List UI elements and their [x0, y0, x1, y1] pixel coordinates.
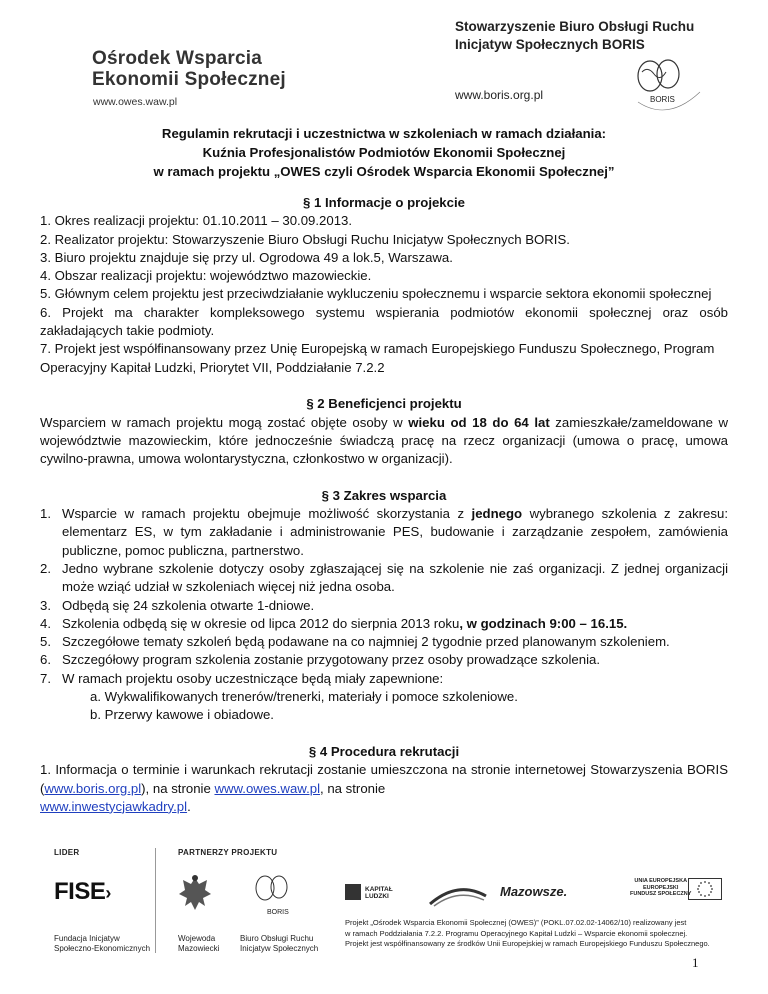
fise-name-line2: Społeczno-Ekonomicznych — [54, 944, 151, 953]
s3-item-4 — [40, 615, 728, 633]
eu-logo — [630, 878, 691, 898]
s3-item-6-text: Szczegółowy program szkolenia zostanie przygotowany przez osoby prowadzące szkolenia. — [62, 652, 601, 668]
s1-item: 3. Biuro projektu znajduje się przy ul. Ogrodowa 49 a lok.5, Warszawa. — [40, 249, 453, 265]
kapital-ludzki-text: KAPITAŁ LUDZKI — [365, 886, 393, 900]
list-number: 4. — [40, 615, 51, 631]
boris-name — [240, 934, 318, 954]
page-number: 1 — [692, 955, 699, 970]
footer-divider — [155, 848, 156, 953]
s3-item-2-text: Jedno wybrane szkolenie dotyczy osoby zgłaszającej się na szkolenie nie zaś organizacji. Z jednej organizacji może wziąć udział w szkoleniach więcej niż jedna osoba. — [62, 560, 728, 595]
boris-logo-text: BORIS — [650, 95, 675, 104]
section-2 — [40, 395, 728, 468]
fise-logo — [54, 878, 111, 906]
s1-item: 7. Projekt jest współfinansowany przez Unię Europejską w ramach Europejskiego Funduszu Społecznego, Program Operacyjny Kapitał Ludzki, Priorytet VII, Poddziałanie 7.2.2 — [40, 341, 715, 375]
s3-subitem-a: a. Wykwalifikowanych trenerów/trenerki, materiały i pomoce szkoleniowe. — [90, 689, 518, 705]
fise-name — [54, 934, 150, 954]
s3-item-1 — [40, 505, 728, 560]
link-boris[interactable]: www.boris.org.pl — [44, 780, 142, 796]
document-title — [40, 124, 728, 181]
list-number: 5. — [40, 634, 51, 650]
section-1-heading: § 1 Informacje o projekcie — [303, 195, 465, 210]
eu-line3: FUNDUSZ SPOŁECZNY — [630, 891, 692, 897]
s3-item-1-bold: jednego — [471, 506, 523, 522]
s4-text-end: . — [187, 798, 191, 814]
section-4-heading: § 4 Procedura rekrutacji — [308, 743, 460, 759]
eu-text — [630, 878, 691, 898]
s1-item: 2. Realizator projektu: Stowarzyszenie Biuro Obsługi Ruchu Inicjatyw Społecznych BORIS. — [40, 231, 570, 247]
s2-paragraph — [40, 414, 728, 469]
boris-logo-icon — [620, 52, 710, 122]
s1-item: 1. Okres realizacji projektu: 01.10.2011 – 30.09.2013. — [40, 213, 353, 229]
fise-logo-text: FISE — [54, 878, 106, 905]
boris-name-line2: Inicjatyw Społecznych — [240, 944, 319, 953]
eu-flag-icon — [688, 878, 722, 900]
list-number: 1. — [40, 506, 51, 522]
s3-item-4-pre: Szkolenia odbędą się w okresie od lipca 2012 do sierpnia 2013 roku — [62, 615, 460, 631]
mazowsze-logo: Mazowsze. — [500, 884, 568, 899]
eu-line2: EUROPEJSKI — [642, 884, 679, 891]
wojewoda-line2: Mazowiecki — [178, 944, 220, 953]
s3-item-6 — [40, 651, 728, 669]
partners-label: PARTNERZY PROJEKTU — [178, 848, 278, 857]
s3-item-7 — [40, 670, 728, 688]
title-line2: Kuźnia Profesjonalistów Podmiotów Ekonomii Społecznej — [202, 145, 566, 160]
s2-text-bold: wieku od 18 do 64 lat — [408, 414, 550, 430]
s3-item-5-text: Szczegółowe tematy szkoleń będą podawane na co najmniej 2 tygodnie przed planowanym szkoleniem. — [62, 634, 670, 650]
fise-name-line1: Fundacja Inicjatyw — [54, 934, 120, 943]
footer — [40, 842, 728, 962]
list-number: 6. — [40, 652, 51, 668]
boris-url: www.boris.org.pl — [455, 88, 544, 102]
header-org-line1: Stowarzyszenie Biuro Obsługi Ruchu — [455, 19, 695, 34]
footer-project-note — [345, 918, 728, 950]
s3-item-2 — [40, 560, 728, 597]
section-3-heading: § 3 Zakres wsparcia — [321, 487, 447, 503]
list-number: 2. — [40, 560, 51, 576]
s3-item-3 — [40, 597, 728, 615]
kapital-ludzki-emblem-icon — [345, 884, 361, 900]
wojewoda-line1: Wojewoda — [178, 934, 216, 943]
lider-label: LIDER — [54, 848, 80, 857]
boris-footer-logo-icon — [245, 870, 305, 922]
owes-url: www.owes.waw.pl — [93, 96, 178, 108]
s3-item-4-bold: , w godzinach 9:00 – 16.15. — [459, 615, 628, 631]
s4-paragraph — [40, 761, 728, 816]
s2-text-post: zamieszkałe/zameldowane w województwie mazowieckim, które jednocześnie świadczą pracę na rzecz organizacji (umowa o pracę, umowa cywilno-prawna, umowa wolontarystyczna, członkostwo w organizacji). — [40, 414, 728, 467]
section-1 — [40, 194, 728, 377]
s3-item-1-post: wybranego szkolenia z zakresu: elementarz ES, w tym zakładanie i administrowanie PES, budowanie i zarządzanie zespołem, zamówienia publiczne, pomoc publiczna, partnerstwo. — [62, 506, 728, 558]
note-line2: w ramach Poddziałania 7.2.2. Programu Operacyjnego Kapitał Ludzki – Wsparcie ekonomii społecznej. — [345, 928, 688, 938]
eagle-emblem-icon — [178, 874, 212, 914]
s1-item: 4. Obszar realizacji projektu: województwo mazowieckie. — [40, 268, 372, 284]
owes-logo-line1: Ośrodek Wsparcia — [92, 48, 263, 69]
section-4 — [40, 743, 728, 816]
s1-item: 6. Projekt ma charakter kompleksowego systemu wspierania podmiotów ekonomii społecznej oraz osób zakładających takie podmioty. — [40, 304, 728, 339]
regional-office-logo-icon — [428, 882, 488, 910]
title-line3: w ramach projektu „OWES czyli Ośrodek Wsparcia Ekonomii Społecznej” — [153, 164, 615, 179]
boris-name-line1: Biuro Obsługi Ruchu — [240, 934, 314, 943]
note-line3: Projekt jest współfinansowany ze środków Unii Europejskiej w ramach Europejskiego Funduszu Społecznego. — [345, 939, 710, 948]
boris-footer-logo-text: BORIS — [267, 909, 289, 916]
s3-item-3-text: Odbędą się 24 szkolenia otwarte 1-dniowe. — [62, 597, 315, 613]
wojewoda-name — [178, 934, 219, 954]
s3-item-1-pre: Wsparcie w ramach projektu obejmuje możliwość skorzystania z — [62, 506, 472, 522]
list-number: 3. — [40, 597, 51, 613]
kapital-ludzki-logo — [345, 882, 415, 906]
s2-text-pre: Wsparciem w ramach projektu mogą zostać objęte osoby w — [40, 414, 409, 430]
note-line1: Projekt „Ośrodek Wsparcia Ekonomii Społecznej (OWES)” (POKL.07.02.02-14062/10) realizowany jest — [345, 918, 687, 927]
title-line1: Regulamin rekrutacji i uczestnictwa w szkoleniach w ramach działania: — [161, 126, 607, 141]
s3-subitem-b: b. Przerwy kawowe i obiadowe. — [90, 707, 274, 723]
header-organization — [455, 18, 694, 54]
s1-item: 5. Głównym celem projektu jest przeciwdziałanie wykluczeniu społecznemu i wsparcie sektora ekonomii społecznej — [40, 286, 712, 302]
list-number: 7. — [40, 670, 51, 686]
section-3 — [40, 487, 728, 725]
link-owes[interactable]: www.owes.waw.pl — [214, 780, 321, 796]
header-org-line2: Inicjatyw Społecznych BORIS — [455, 37, 645, 52]
s3-item-5 — [40, 633, 728, 651]
section-2-heading: § 2 Beneficjenci projektu — [306, 396, 462, 412]
link-inwestycjawkadry[interactable]: www.inwestycjawkadry.pl — [40, 798, 188, 814]
document-body — [40, 194, 728, 816]
owes-logo-line2: Ekonomii Społecznej — [92, 69, 286, 90]
s3-item-7-text: W ramach projektu osoby uczestniczące będą miały zapewnione: — [62, 670, 444, 686]
fise-arrow-icon: › — [105, 883, 111, 903]
s4-text-pre: 1. Informacja o terminie i warunkach rekrutacji zostanie umieszczona na stronie internetowej Stowarzyszenia BORIS ( — [40, 762, 728, 796]
owes-logo — [92, 48, 286, 90]
eu-line1: UNIA EUROPEJSKA — [634, 878, 688, 884]
s4-text-mid2: , na stronie — [320, 780, 386, 796]
s4-text-mid: ), na stronie — [141, 780, 215, 796]
